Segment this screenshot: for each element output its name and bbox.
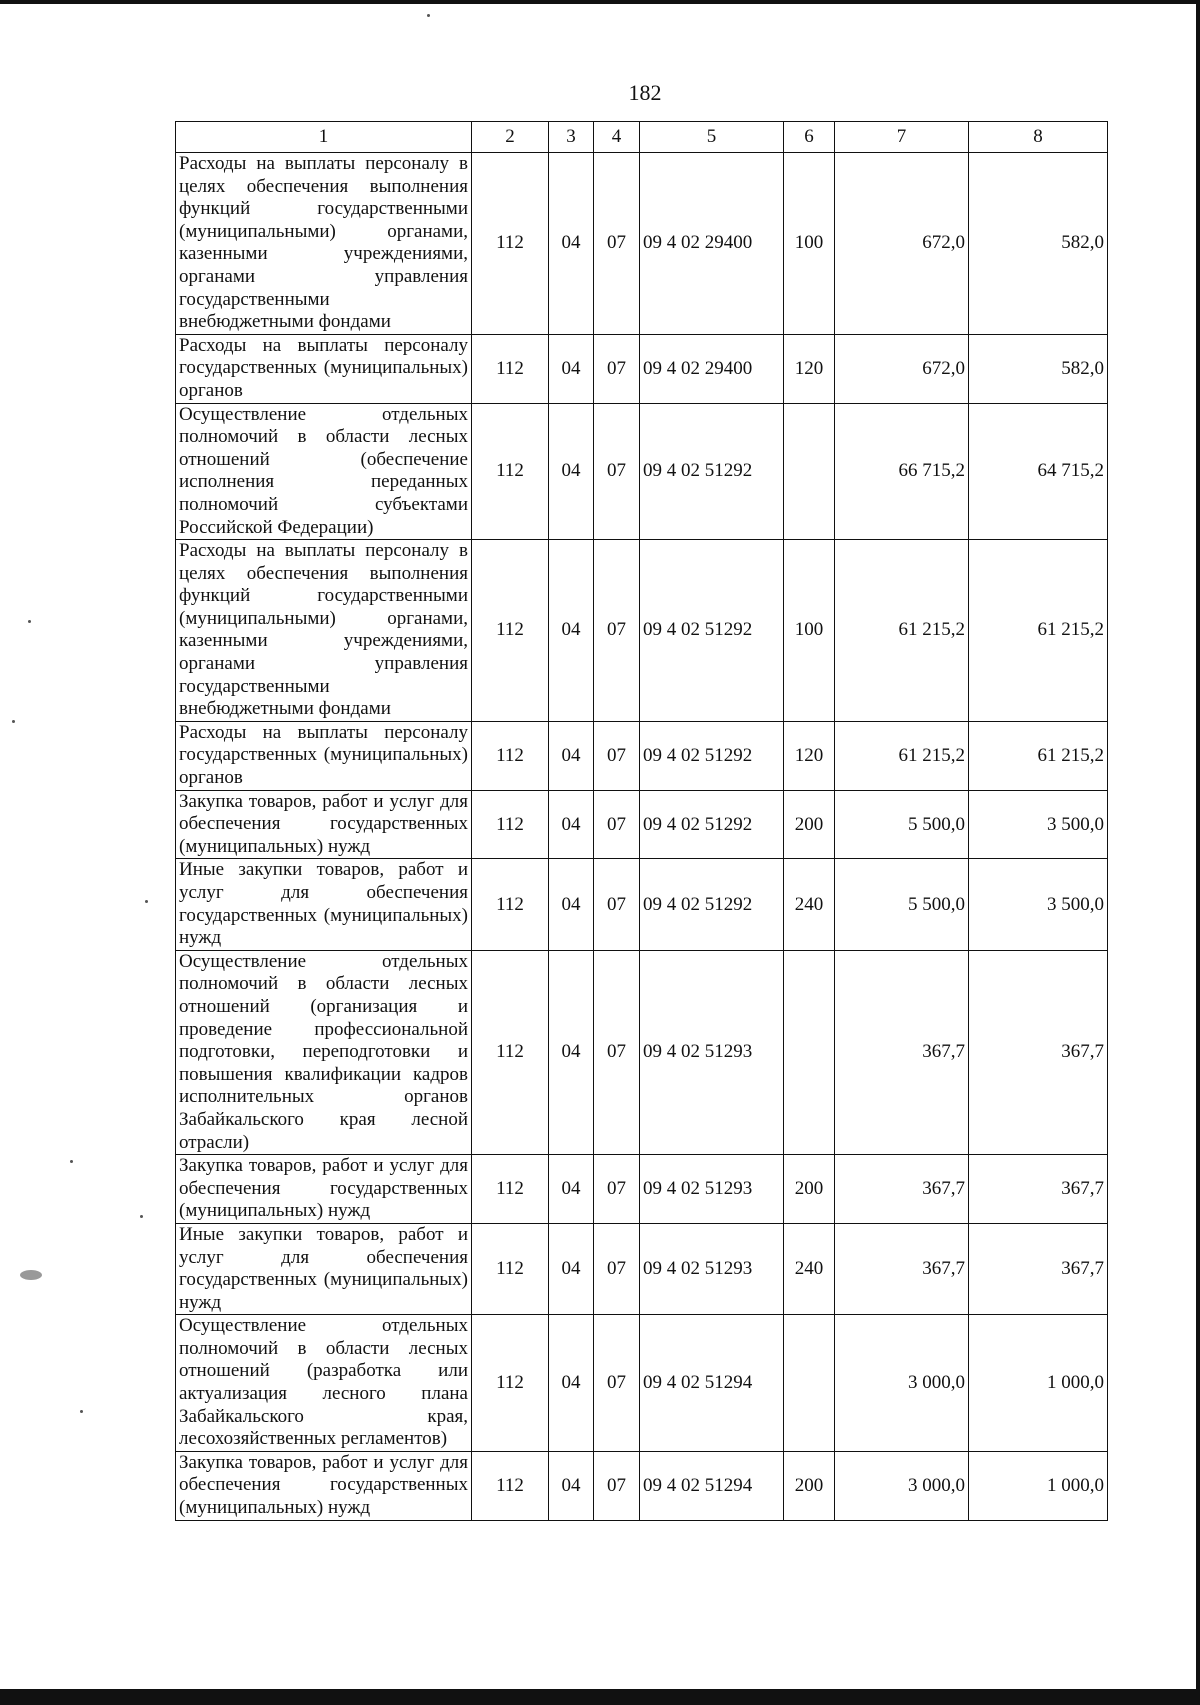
amount-col7: 367,7 [835, 1155, 969, 1224]
amount-col7: 5 500,0 [835, 790, 969, 859]
column-header: 7 [835, 122, 969, 153]
amount-col8: 582,0 [969, 334, 1108, 403]
scan-smudge [20, 1270, 42, 1280]
section-code: 04 [549, 153, 594, 335]
section-code: 04 [549, 1155, 594, 1224]
subsection-code: 07 [594, 1451, 640, 1520]
section-code: 04 [549, 1315, 594, 1452]
scan-speck [427, 14, 430, 17]
ministry-code: 112 [472, 1223, 549, 1314]
scan-speck [145, 900, 148, 903]
table-row [176, 950, 1108, 1154]
scan-right-edge [1196, 0, 1200, 1705]
scan-speck [12, 720, 15, 723]
section-code: 04 [549, 950, 594, 1154]
target-article-code: 09 4 02 29400 [640, 153, 784, 335]
section-code: 04 [549, 790, 594, 859]
target-article-code: 09 4 02 51294 [640, 1315, 784, 1452]
budget-table [175, 121, 1108, 1521]
scan-bottom-edge [0, 1689, 1200, 1705]
target-article-code: 09 4 02 51292 [640, 790, 784, 859]
column-header: 5 [640, 122, 784, 153]
table-header-row [176, 122, 1108, 153]
subsection-code: 07 [594, 859, 640, 950]
amount-col8: 61 215,2 [969, 721, 1108, 790]
row-description: Иные закупки товаров, работ и услуг для обеспечения государственных (муниципальных) нужд [176, 859, 472, 950]
amount-col8: 61 215,2 [969, 540, 1108, 722]
column-header: 6 [784, 122, 835, 153]
row-description: Расходы на выплаты персоналу в целях обеспечения выполнения функций государственными (муниципальными) органами, казенными учреждениями, органами управления государственными внебюджетными фондами [176, 153, 472, 335]
ministry-code: 112 [472, 153, 549, 335]
page-number: 182 [628, 80, 662, 105]
subsection-code: 07 [594, 950, 640, 1154]
row-description: Закупка товаров, работ и услуг для обеспечения государственных (муниципальных) нужд [176, 1451, 472, 1520]
target-article-code: 09 4 02 51292 [640, 403, 784, 540]
subsection-code: 07 [594, 1223, 640, 1314]
row-description: Осуществление отдельных полномочий в области лесных отношений (разработка или актуализация лесного плана Забайкальского края, лесохозяйственных регламентов) [176, 1315, 472, 1452]
ministry-code: 112 [472, 334, 549, 403]
amount-col8: 3 500,0 [969, 790, 1108, 859]
amount-col7: 66 715,2 [835, 403, 969, 540]
target-article-code: 09 4 02 51293 [640, 1155, 784, 1224]
amount-col8: 367,7 [969, 1223, 1108, 1314]
table-row [176, 153, 1108, 335]
amount-col7: 672,0 [835, 334, 969, 403]
ministry-code: 112 [472, 1315, 549, 1452]
expense-type-code: 240 [784, 1223, 835, 1314]
expense-type-code [784, 950, 835, 1154]
row-description: Закупка товаров, работ и услуг для обеспечения государственных (муниципальных) нужд [176, 1155, 472, 1224]
amount-col8: 3 500,0 [969, 859, 1108, 950]
target-article-code: 09 4 02 51292 [640, 721, 784, 790]
column-header: 2 [472, 122, 549, 153]
ministry-code: 112 [472, 403, 549, 540]
table-row [176, 790, 1108, 859]
amount-col8: 1 000,0 [969, 1315, 1108, 1452]
amount-col7: 3 000,0 [835, 1315, 969, 1452]
table-row [176, 859, 1108, 950]
expense-type-code: 100 [784, 540, 835, 722]
amount-col7: 367,7 [835, 950, 969, 1154]
amount-col7: 61 215,2 [835, 540, 969, 722]
ministry-code: 112 [472, 950, 549, 1154]
section-code: 04 [549, 1223, 594, 1314]
expense-type-code: 240 [784, 859, 835, 950]
row-description: Расходы на выплаты персоналу государственных (муниципальных) органов [176, 334, 472, 403]
ministry-code: 112 [472, 859, 549, 950]
section-code: 04 [549, 403, 594, 540]
ministry-code: 112 [472, 540, 549, 722]
table-row [176, 1451, 1108, 1520]
target-article-code: 09 4 02 51293 [640, 950, 784, 1154]
section-code: 04 [549, 334, 594, 403]
expense-type-code [784, 403, 835, 540]
expense-type-code: 200 [784, 1155, 835, 1224]
scan-speck [140, 1215, 143, 1218]
row-description: Иные закупки товаров, работ и услуг для обеспечения государственных (муниципальных) нужд [176, 1223, 472, 1314]
subsection-code: 07 [594, 540, 640, 722]
scan-top-edge [0, 0, 1200, 4]
section-code: 04 [549, 859, 594, 950]
amount-col8: 1 000,0 [969, 1451, 1108, 1520]
amount-col7: 3 000,0 [835, 1451, 969, 1520]
table-row [176, 1155, 1108, 1224]
table-row [176, 721, 1108, 790]
section-code: 04 [549, 721, 594, 790]
table-row [176, 403, 1108, 540]
expense-type-code: 120 [784, 334, 835, 403]
target-article-code: 09 4 02 51294 [640, 1451, 784, 1520]
ministry-code: 112 [472, 1451, 549, 1520]
amount-col7: 61 215,2 [835, 721, 969, 790]
scan-speck [80, 1410, 83, 1413]
subsection-code: 07 [594, 721, 640, 790]
target-article-code: 09 4 02 29400 [640, 334, 784, 403]
ministry-code: 112 [472, 790, 549, 859]
amount-col7: 367,7 [835, 1223, 969, 1314]
row-description: Осуществление отдельных полномочий в области лесных отношений (организация и проведение профессиональной подготовки, переподготовки и повышения квалификации кадров исполнительных органов Забайкальского края лесной отрасли) [176, 950, 472, 1154]
subsection-code: 07 [594, 403, 640, 540]
column-header: 8 [969, 122, 1108, 153]
section-code: 04 [549, 1451, 594, 1520]
row-description: Расходы на выплаты персоналу государственных (муниципальных) органов [176, 721, 472, 790]
column-header: 3 [549, 122, 594, 153]
expense-type-code: 100 [784, 153, 835, 335]
table-row [176, 334, 1108, 403]
amount-col8: 582,0 [969, 153, 1108, 335]
subsection-code: 07 [594, 334, 640, 403]
subsection-code: 07 [594, 153, 640, 335]
ministry-code: 112 [472, 1155, 549, 1224]
expense-type-code: 120 [784, 721, 835, 790]
scan-speck [28, 620, 31, 623]
column-header: 4 [594, 122, 640, 153]
table-row [176, 540, 1108, 722]
amount-col7: 672,0 [835, 153, 969, 335]
column-header: 1 [176, 122, 472, 153]
subsection-code: 07 [594, 790, 640, 859]
expense-type-code: 200 [784, 790, 835, 859]
subsection-code: 07 [594, 1315, 640, 1452]
amount-col8: 367,7 [969, 950, 1108, 1154]
expense-type-code [784, 1315, 835, 1452]
table-row [176, 1315, 1108, 1452]
subsection-code: 07 [594, 1155, 640, 1224]
ministry-code: 112 [472, 721, 549, 790]
amount-col7: 5 500,0 [835, 859, 969, 950]
target-article-code: 09 4 02 51292 [640, 540, 784, 722]
row-description: Осуществление отдельных полномочий в области лесных отношений (обеспечение исполнения переданных полномочий субъектами Российской Федерации) [176, 403, 472, 540]
amount-col8: 64 715,2 [969, 403, 1108, 540]
table-row [176, 1223, 1108, 1314]
target-article-code: 09 4 02 51293 [640, 1223, 784, 1314]
amount-col8: 367,7 [969, 1155, 1108, 1224]
row-description: Закупка товаров, работ и услуг для обеспечения государственных (муниципальных) нужд [176, 790, 472, 859]
expense-type-code: 200 [784, 1451, 835, 1520]
section-code: 04 [549, 540, 594, 722]
scan-speck [70, 1160, 73, 1163]
row-description: Расходы на выплаты персоналу в целях обеспечения выполнения функций государственными (муниципальными) органами, казенными учреждениями, органами управления государственными внебюджетными фондами [176, 540, 472, 722]
target-article-code: 09 4 02 51292 [640, 859, 784, 950]
